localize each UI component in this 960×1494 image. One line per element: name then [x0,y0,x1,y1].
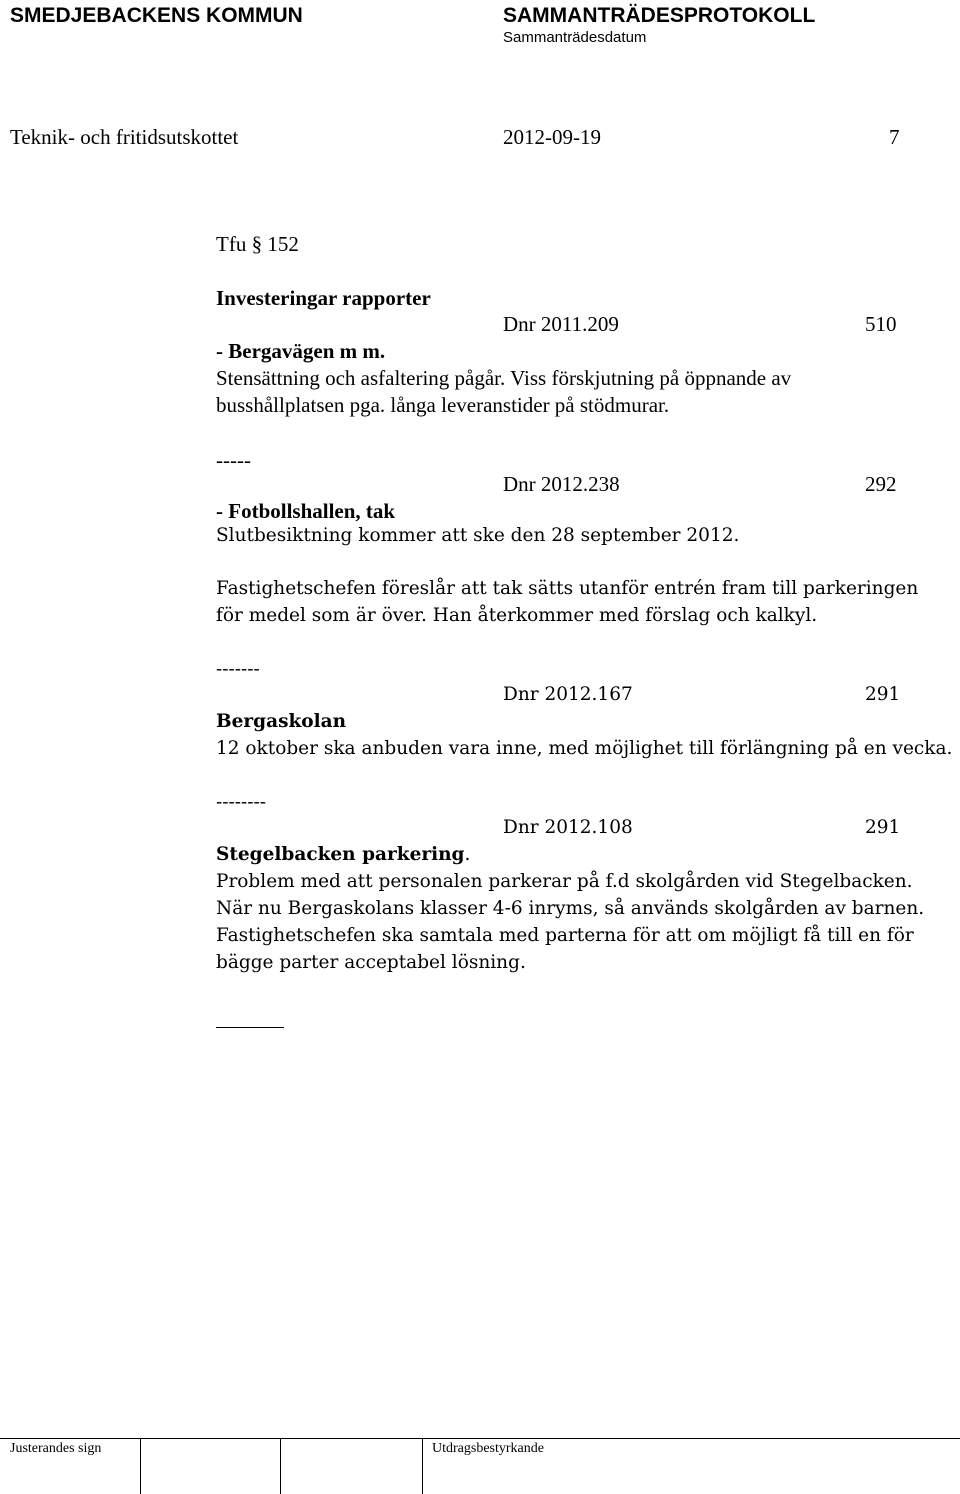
justerandes-sign-label: Justerandes sign [10,1441,102,1456]
footer-rule [0,1438,960,1439]
item-text-line: Fastighetschefen föreslår att tak sätts utanför entrén fram till parkeringen [216,578,919,599]
signature-box-divider [140,1438,141,1494]
section-number [216,231,299,257]
item-text-line: Stensättning och asfaltering pågår. Viss förskjutning på öppnande av [216,366,792,390]
item-dnr: Dnr 2012.238 [503,472,620,496]
item-heading: Bergaskolan [216,711,347,732]
item-text-line: 12 oktober ska anbuden vara inne, med möjlighet till förlängning på en vecka. [216,738,953,759]
page-number: 7 [889,125,900,149]
item-text-line: Problem med att personalen parkerar på f.d skolgården vid Stegelbacken. [216,871,913,892]
item-text-line: busshållplatsen pga. långa leveranstider på stödmurar. [216,393,670,417]
item-separator: ------- [216,659,260,680]
item-text-line: bägge parter acceptabel lösning. [216,952,526,973]
item-text-line: för medel som är över. Han återkommer med förslag och kalkyl. [216,605,818,626]
section-symbol: § [251,232,263,256]
item-code: 292 [865,472,897,496]
item-text-line: Slutbesiktning kommer att ske den 28 september 2012. [216,525,740,546]
item-code: 291 [865,817,901,838]
item-dnr: Dnr 2011.209 [503,312,619,336]
section-number-value: 152 [267,232,299,256]
item-separator: ----- [216,448,251,472]
item-dnr: Dnr 2012.167 [503,684,633,705]
item-dnr: Dnr 2012.108 [503,817,633,838]
item-text-line: Fastighetschefen ska samtala med parterna för att om möjligt få till en för [216,925,914,946]
date-label: Sammanträdesdatum [503,29,647,46]
item-heading-row [216,844,470,865]
item-code: 291 [865,684,901,705]
item-heading: - Fotbollshallen, tak [216,499,396,523]
item-separator: -------- [216,792,267,813]
utdragsbestyrkande-label: Utdragsbestyrkande [432,1441,544,1456]
item-code: 510 [865,312,897,336]
section-prefix: Tfu [216,232,247,256]
meeting-date: 2012-09-19 [503,125,601,149]
item-text-line: När nu Bergaskolans klasser 4-6 inryms, så används skolgården av barnen. [216,898,925,919]
signature-box-divider [422,1438,423,1494]
item-heading-suffix: . [464,844,471,865]
item-heading: - Bergavägen m m. [216,339,386,363]
committee-name: Teknik- och fritidsutskottet [10,125,239,149]
signature-box-divider [280,1438,281,1494]
end-rule [216,1027,284,1028]
section-title: Investeringar rapporter [216,286,431,310]
org-name: SMEDJEBACKENS KOMMUN [10,4,303,27]
item-heading: Stegelbacken parkering [216,844,465,865]
document-type: SAMMANTRÄDESPROTOKOLL [503,4,816,27]
